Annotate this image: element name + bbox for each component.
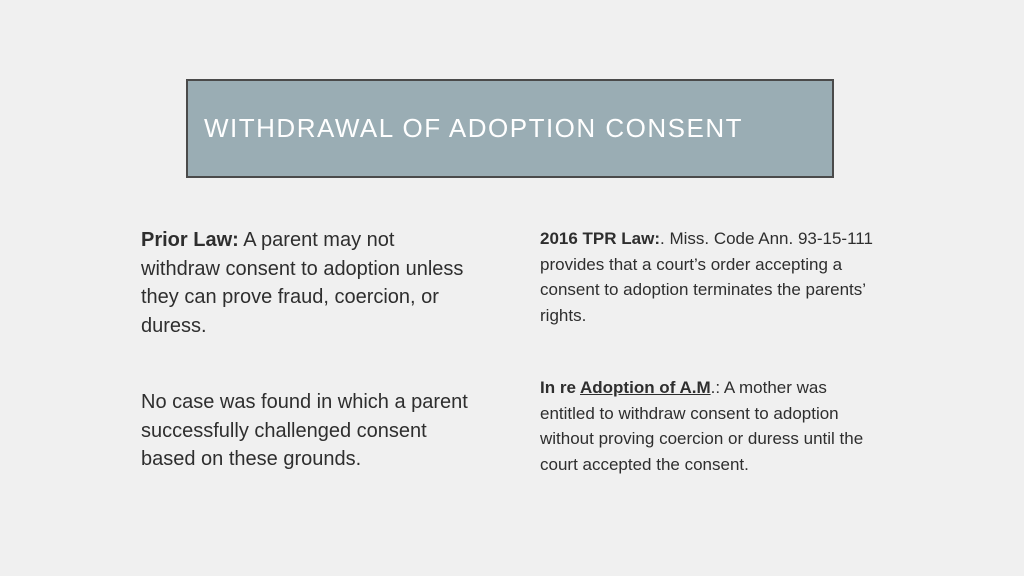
in-re-text: : A mother was entitled to withdraw consent to adoption without proving coercion or duress until the court accepted the consent. xyxy=(540,378,864,474)
in-re-case-name: Adoption of A.M xyxy=(580,378,711,397)
prior-law-text: A parent may not withdraw consent to adoption unless they can prove fraud, coercion, or duress. xyxy=(141,229,464,337)
tpr-law-label: 2016 TPR Law: xyxy=(540,229,660,248)
in-re-label-suffix: . xyxy=(710,378,716,397)
prior-law-label: Prior Law: xyxy=(141,229,239,251)
no-case-text: No case was found in which a parent successfully challenged consent based on these grounds. xyxy=(141,391,468,470)
title-box xyxy=(186,79,834,178)
prior-law-paragraph xyxy=(141,226,471,340)
in-re-label-prefix: In re xyxy=(540,378,580,397)
no-case-paragraph xyxy=(141,388,471,474)
tpr-law-paragraph xyxy=(540,226,880,328)
in-re-paragraph xyxy=(540,375,880,477)
tpr-law-text: . Miss. Code Ann. 93-15-111 provides that a court’s order accepting a consent to adoption terminates the parents’ rights. xyxy=(540,229,873,325)
slide-title: WITHDRAWAL OF ADOPTION CONSENT xyxy=(204,113,744,143)
